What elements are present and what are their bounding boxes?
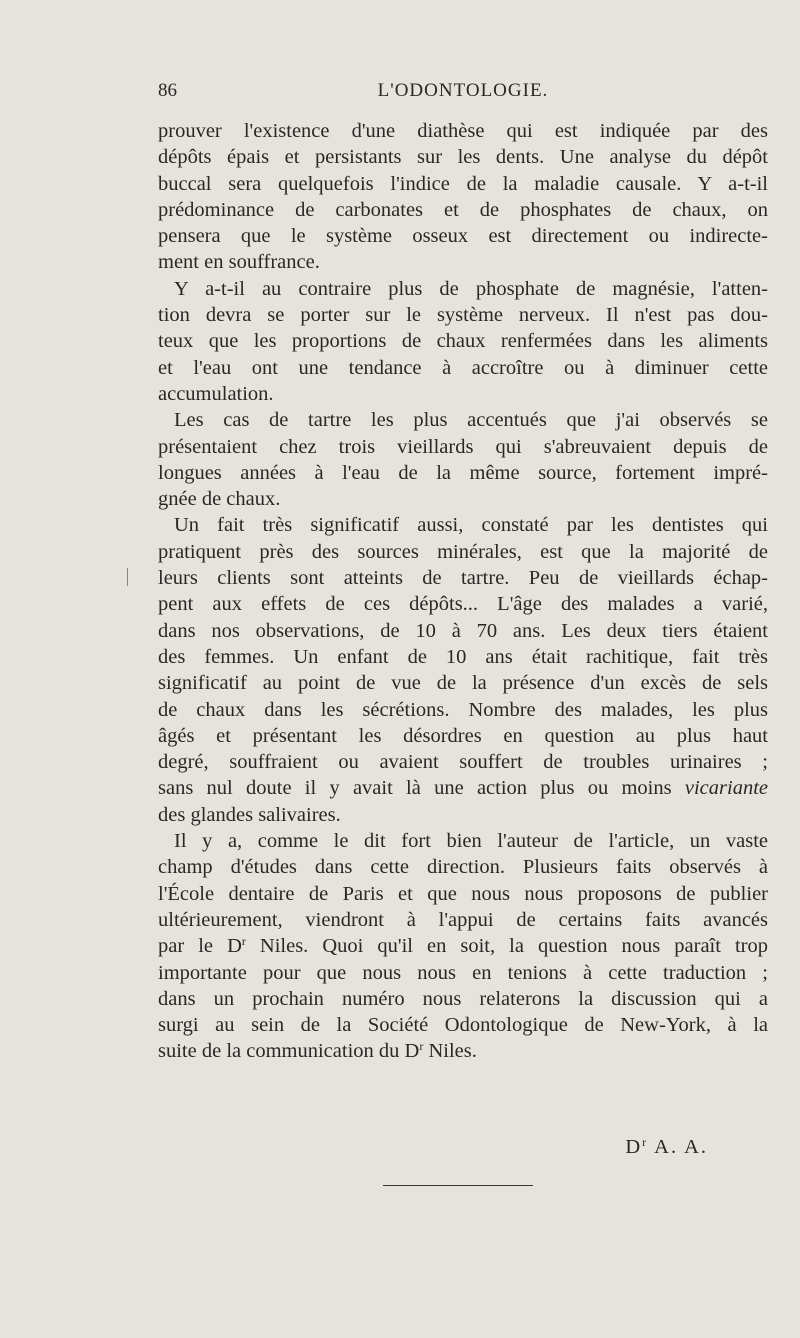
text-line: surgi au sein de la Société Odontologique de New-York, à la (158, 1014, 768, 1037)
text-run: par le (158, 935, 214, 958)
signature-initials: A. A. (654, 1136, 708, 1158)
text-line (158, 775, 768, 801)
text-line: importante pour que nous nous en tenions à cette traduction ; (158, 961, 768, 984)
dr-superscript: r (419, 1039, 424, 1054)
text-line: ultérieurement, viendront à l'appui de certains faits avancés (158, 908, 768, 931)
text-line: prédominance de carbonates et de phosphates de chaux, on (158, 198, 768, 221)
text-line: champ d'études dans cette direction. Plusieurs faits observés à (158, 856, 768, 879)
dr-letter: D (625, 1136, 643, 1158)
text-line (158, 933, 768, 959)
running-title: L'ODONTOLOGIE. (377, 80, 549, 101)
text-line: ment en souffrance. (158, 251, 320, 274)
dr-abbrev (227, 935, 246, 957)
text-line: des glandes salivaires. (158, 803, 341, 826)
text-line: Un fait très significatif aussi, constaté par les dentistes qui (174, 514, 768, 537)
text-line: dépôts épais et persistants sur les dents. Une analyse du dépôt (158, 146, 768, 169)
page-number: 86 (158, 80, 177, 101)
dr-superscript: r (642, 1135, 649, 1149)
text-line: prouver l'existence d'une diathèse qui est indiquée par des (158, 120, 768, 142)
text-line: longues années à l'eau de la même source, fortement impré- (158, 461, 768, 484)
dr-superscript: r (241, 934, 246, 949)
text-line: l'École dentaire de Paris et que nous nous proposons de publier (158, 882, 768, 905)
text-line: significatif au point de vue de la présence d'un excès de sels (158, 672, 768, 695)
text-line: Il y a, comme le dit fort bien l'auteur de l'article, un vaste (174, 830, 768, 853)
text-run: sans nul doute il y avait là une action plus ou moins (158, 777, 672, 800)
text-line: gnée de chaux. (158, 488, 281, 511)
text-line: Y a-t-il au contraire plus de phosphate de magnésie, l'atten- (174, 277, 768, 300)
text-line: Les cas de tartre les plus accentués que j'ai observés se (174, 409, 768, 432)
dr-abbrev (405, 1040, 424, 1062)
text-line: et l'eau ont une tendance à accroître ou à diminuer cette (158, 356, 768, 379)
text-line (158, 1038, 768, 1064)
text-line: tion devra se porter sur le système nerveux. Il n'est pas dou- (158, 304, 768, 327)
text-line: dans nos observations, de 10 à 70 ans. Les deux tiers étaient (158, 619, 768, 642)
text-run: Niles. (423, 1040, 477, 1063)
text-line: teux que les proportions de chaux renfermées dans les aliments (158, 330, 768, 353)
text-line: de chaux dans les sécrétions. Nombre des malades, les plus (158, 698, 768, 721)
text-line: des femmes. Un enfant de 10 ans était rachitique, fait très (158, 645, 768, 668)
text-line: leurs clients sont atteints de tartre. Peu de vieillards échap- (158, 567, 768, 590)
body-text (158, 118, 768, 1065)
text-line: présentaient chez trois vieillards qui s'abreuvaient depuis de (158, 435, 768, 458)
text-line: pensera que le système osseux est directement ou indirecte- (158, 225, 768, 248)
margin-mark (127, 568, 128, 586)
text-line: pent aux effets de ces dépôts... L'âge des malades a varié, (158, 593, 768, 616)
italic-word: vicariante (684, 777, 768, 800)
text-line: âgés et présentant les désordres en question au plus haut (158, 724, 768, 747)
text-run: Niles. Quoi qu'il en soit, la question nous paraît trop (245, 935, 768, 958)
page-header (158, 80, 768, 106)
end-rule (383, 1185, 533, 1186)
text-line: buccal sera quelquefois l'indice de la maladie causale. Y a-t-il (158, 172, 768, 195)
text-line: degré, souffraient ou avaient souffert de troubles urinaires ; (158, 751, 768, 774)
signature (0, 1136, 708, 1159)
dr-letter: D (404, 1040, 420, 1063)
text-line: accumulation. (158, 382, 274, 405)
text-run: suite de la communication du (158, 1040, 400, 1063)
dr-letter: D (227, 935, 242, 958)
text-line: dans un prochain numéro nous relaterons la discussion qui a (158, 987, 768, 1010)
text-line: pratiquent près des sources minérales, est que la majorité de (158, 540, 768, 563)
